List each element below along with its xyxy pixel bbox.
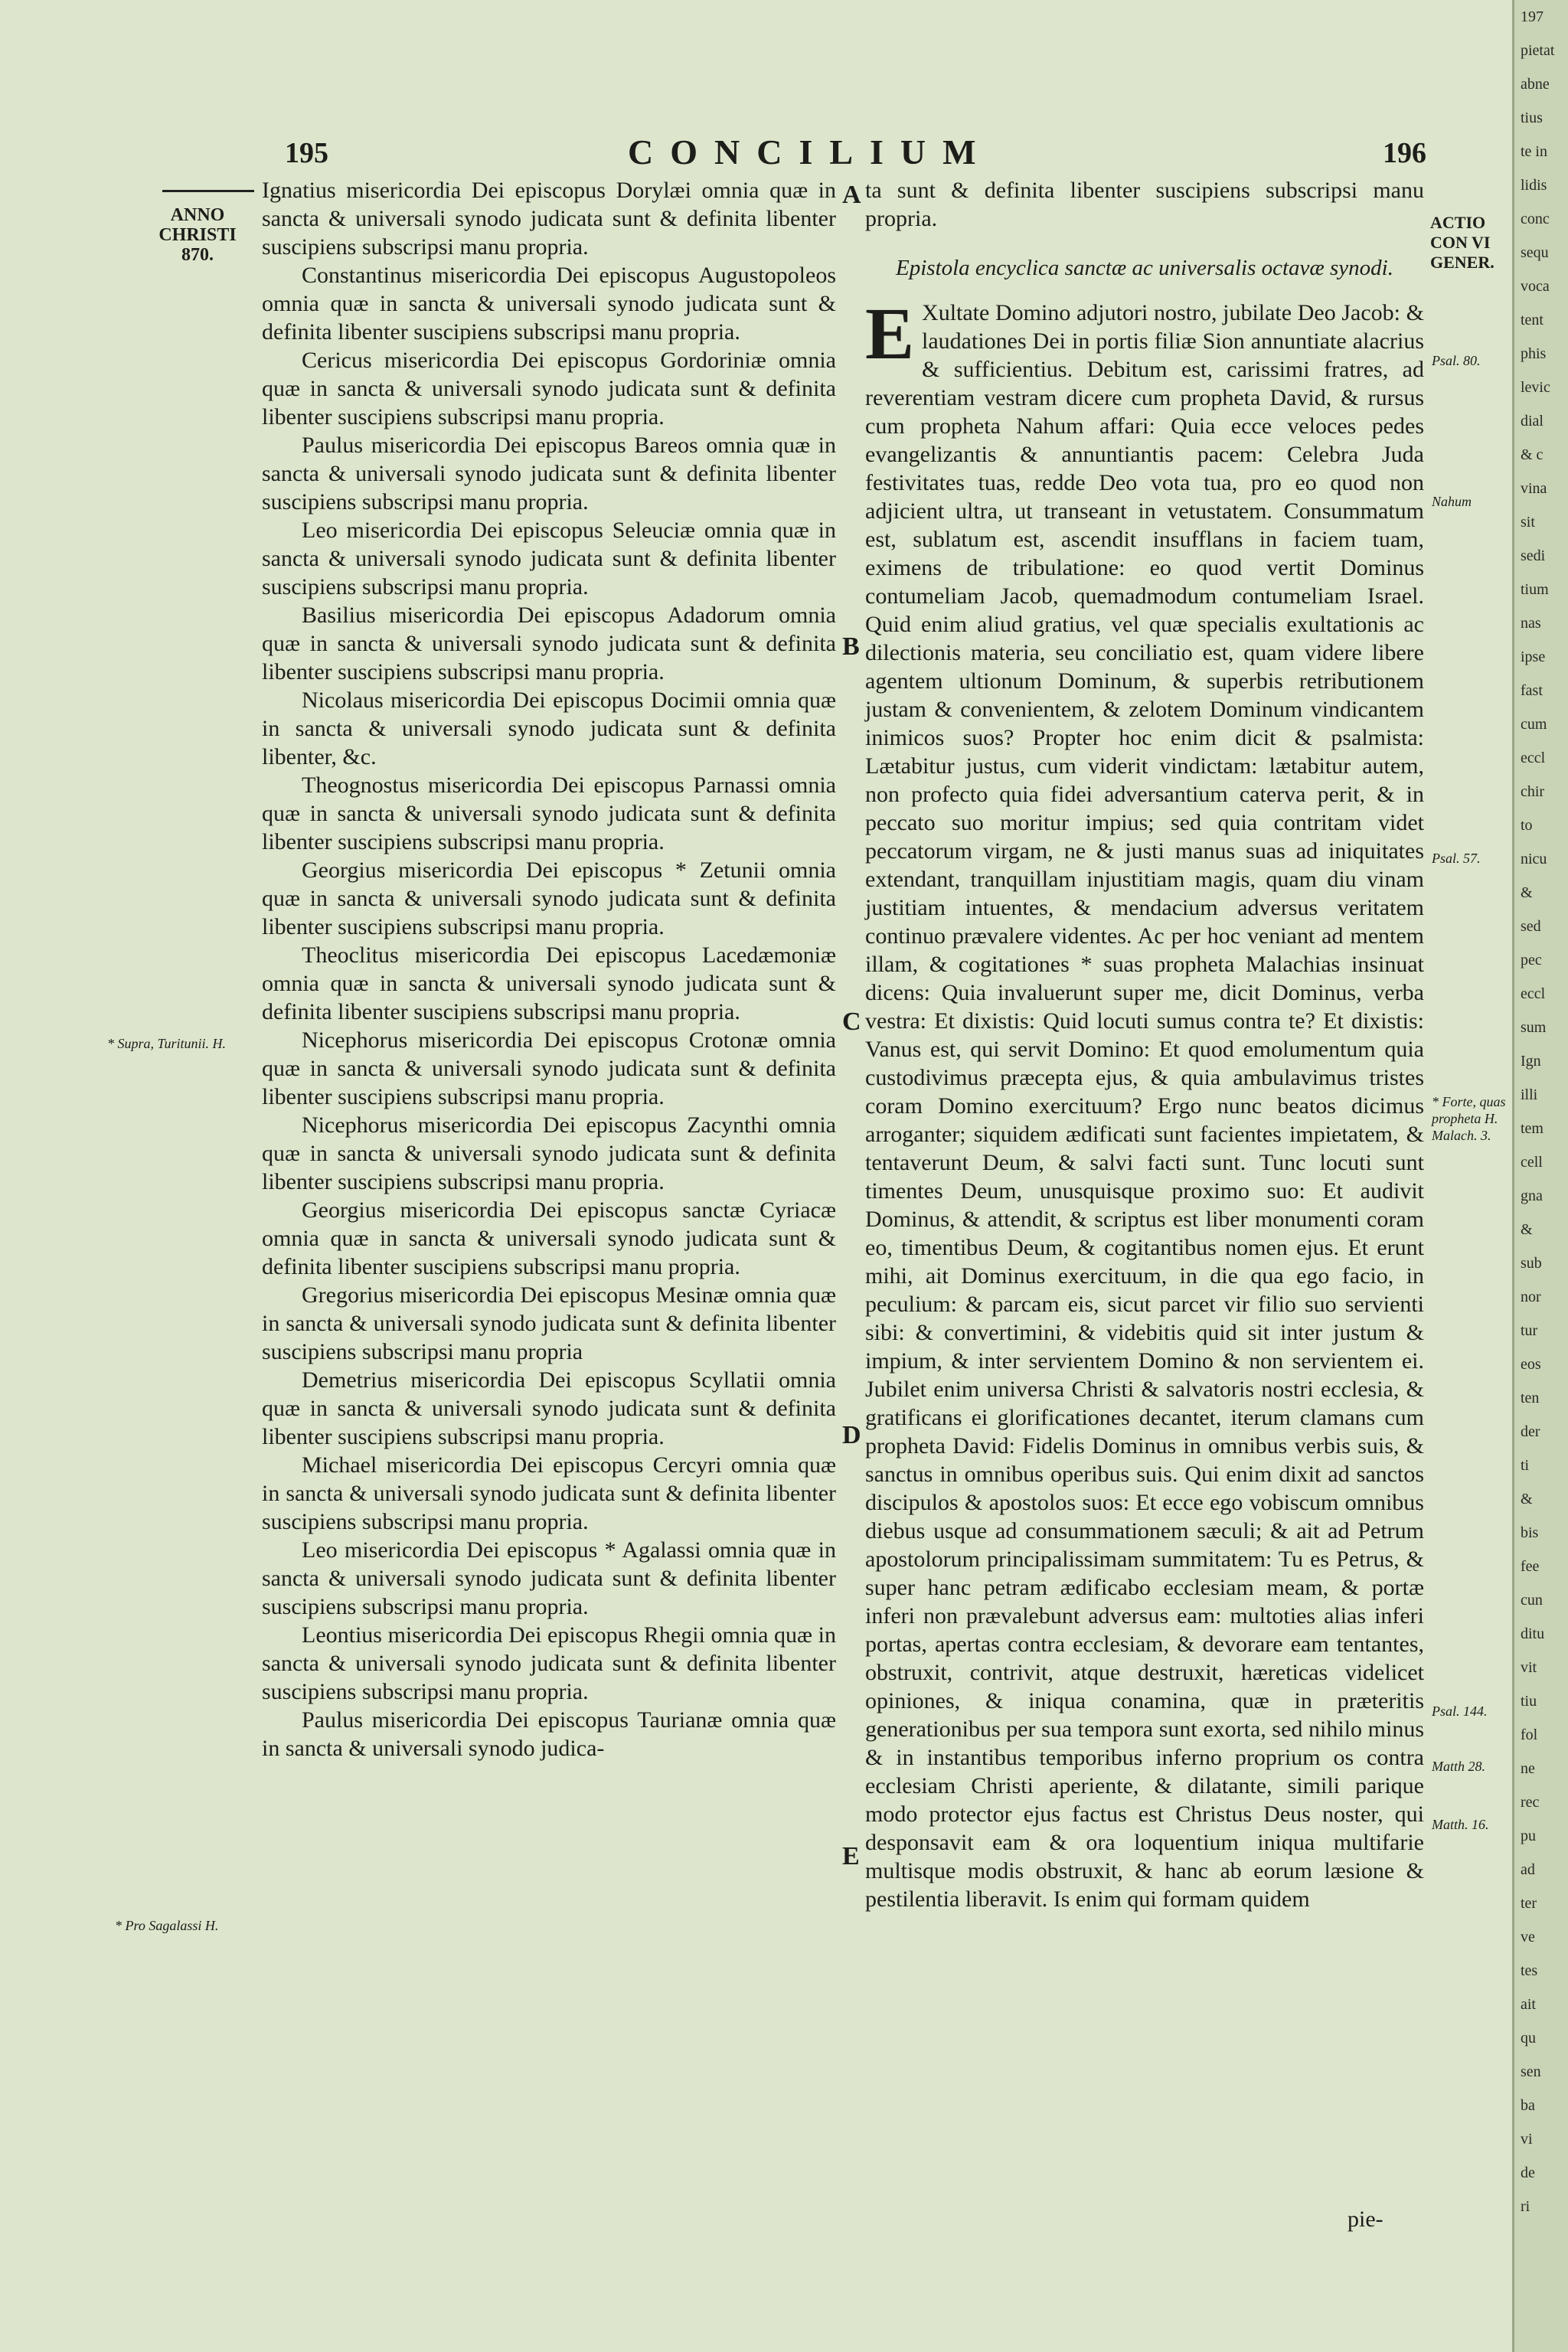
margin-note-pro: * Pro Sagalassi H. (115, 1918, 219, 1933)
facing-page-fragment: eccl (1521, 985, 1546, 1002)
facing-page-fragment: fol (1521, 1726, 1538, 1743)
subscription-entry: Georgius misericordia Dei episcopus * Zetunii omnia quæ in sancta & universali synodo judicata sunt & definita libenter suscipiens subscripsi manu propria. (262, 858, 836, 939)
subscription-entry: Leontius misericordia Dei episcopus Rhegii omnia quæ in sancta & universali synodo judicata sunt & definita libenter suscipiens subscripsi manu propria. (262, 1622, 836, 1704)
facing-page-fragment: pec (1521, 952, 1542, 969)
facing-page-fragment: cun (1521, 1592, 1543, 1609)
margin-note-psal-144: Psal. 144. (1432, 1704, 1488, 1719)
facing-page-fragment: & (1521, 884, 1533, 901)
subscription-entry: Theognostus misericordia Dei episcopus Parnassi omnia quæ in sancta & universali synodo judicata sunt & definita libenter suscipiens subscripsi manu propria. (262, 773, 836, 854)
facing-page-fragment: vi (1521, 2131, 1533, 2148)
facing-page-fragment: ditu (1521, 1625, 1545, 1642)
section-letter-e: E (842, 1842, 860, 1870)
facing-page-fragment: lidis (1521, 177, 1547, 194)
facing-page-fragment: nor (1521, 1289, 1541, 1305)
facing-page-fragment: te in (1521, 143, 1547, 160)
subscription-entry: Leo misericordia Dei episcopus Seleuciæ omnia quæ in sancta & universali synodo judicata sunt & definita libenter suscipiens subscripsi manu propria. (262, 518, 836, 599)
epistola-body (865, 292, 1424, 1913)
actio-label: ACTIO CON VI GENER. (1430, 213, 1494, 272)
facing-page-fragment: ter (1521, 1895, 1537, 1912)
facing-page-fragment: sen (1521, 2063, 1541, 2080)
running-title: CONCILIUM (628, 132, 993, 172)
section-letter-c: C (842, 1008, 861, 1036)
facing-page-fragment: eos (1521, 1356, 1541, 1373)
facing-page-fragment: levic (1521, 379, 1550, 396)
left-column (262, 176, 836, 1762)
margin-note-matth-28: Matth 28. (1432, 1759, 1485, 1774)
facing-page-fragment: illi (1521, 1086, 1538, 1103)
facing-page-fragment: to (1521, 817, 1533, 834)
facing-page-fragment: cell (1521, 1154, 1543, 1171)
margin-note-forte: * Forte, quas propheta H. Malach. 3. (1432, 1094, 1506, 1143)
facing-page-fragment: 197 (1521, 8, 1544, 25)
facing-page-fragment: ri (1521, 2198, 1530, 2215)
section-letter-d: D (842, 1421, 861, 1449)
subscription-entry: Nicolaus misericordia Dei episcopus Docimii omnia quæ in sancta & universali synodo judicata sunt & definita libenter, &c. (262, 688, 836, 769)
facing-page-fragment: chir (1521, 783, 1545, 800)
facing-page-fragment: ba (1521, 2097, 1535, 2114)
epistola-text: Xultate Domino adjutori nostro, jubilate Deo Jacob: & laudationes Dei in portis filiæ Sion annuntiate alacrius & sufficientius. Debitum est, carissimi fratres, ad reverentiam vestram dicere cum propheta David, & rursus cum propheta Nahum affari: Quia ecce veloces pedes evangelizantis & annuntiantis pacem: Celebra Juda festivitates tuas, redde Deo vota tua, pro eo quod non adjicient ultra, ut transeant in vetustatem. Consummatum est, sublatum est, ascendit insufflans in faciem tuam, eximens de tribulatione: eo quod vertit Dominus contumeliam Jacob, quemadmodum contumeliam Israel. Quid enim aliud gratius, vel quæ specialis exultationis ac dilectionis materia, seu conciliatio est, quam videre libere agentem ultionum Dominum, & superbis retributionem justam & convenientem, & zelotem Dominum vindicantem inimicos suos? Propter hoc enim dicit & psalmista: Lætabitur justus, cum viderit vindictam: lætabitur autem, non profecto quia fidei adversantium caterva perit, & in peccato suo moritur impius; sed quia contritam videt peccatorum virgam, ne & justi manus suas ad iniquitates extendant, tranquillam injustitiam magis, quam diu vinam justitiam intuentes, & mendacium adversus veritatem continuo prævalere videntes. Ac per hoc veniant ad mentem illam, & cogitationes * suas propheta Malachias insinuat dicens: Quia invaluerunt super me, dicit Dominus, verba vestra: Et dixistis: Quid locuti sumus contra te? Et dixistis: Vanus est, qui servit Domino: Et quod emolumentum quia custodivimus præcepta ejus, & quia ambulavimus tristes coram Domino exercituum? Ergo nunc beatos dicimus arroganter; siquidem ædificati sunt facientes impietatem, & tentaverunt Deum, & salvi facti sunt. Tunc locuti sunt timentes Deum, unusquisque proximo suo: Et audivit Dominus, & attendit, & scriptus est liber monumenti coram eo, timentibus Deum, & cogitantibus nomen ejus. Et erunt mihi, ait Dominus exercituum, in die qua ego facio, in peculium: & parcam eis, sicut parcet vir filio suo servienti sibi: & convertimini, & videbitis quid sit inter justum & impium, & inter servientem Domino & non servientem ei. Jubilet enim universa Christi & salvatoris nostri ecclesia, & gratificans ei glorificationes decantet, iterum clamans cum propheta David: Fidelis Dominus in omnibus verbis suis, & sanctus in omnibus operibus suis. Qui enim dixit ad sanctos discipulos & apostolos suos: Et ecce ego vobiscum omnibus diebus usque ad consummationem sæculi; & ait ad Petrum apostolorum principalissimam summitatem: Tu es Petrus, & super hanc petram ædificabo ecclesiam meam, & portæ inferi non prævalebunt adversus eam: multoties alias inferi portas, apertas contra ecclesiam, & devorare eam tentantes, obstruxit, contrivit, atque destruxit, hæreticas videlicet opiniones, & iniqua conamina, quæ in præteritis generationibus per sua tempora sunt exorta, sed nihilo minus & in instantibus temporibus inferno proprium os contra ecclesiam Christi aperiente, & dilatante, simili parique modo protector ejus factus est Christus Deus noster, qui desponsavit eam & ora loquentium iniqua multifarie multisque modis obstruxit, & hanc ab eorum læsione & pestilentia liberavit. Is enim qui formam quidem (865, 300, 1424, 1912)
facing-page-fragment: tium (1521, 581, 1549, 598)
facing-page-fragment: rec (1521, 1794, 1540, 1811)
facing-page-fragment: cum (1521, 716, 1547, 733)
catchword: pie- (1348, 2207, 1383, 2232)
subscription-entry: Nicephorus misericordia Dei episcopus Zacynthi omnia quæ in sancta & universali synodo judicata sunt & definita libenter suscipiens subscripsi manu propria. (262, 1112, 836, 1194)
anno-christi-label: ANNO CHRISTI 870. (158, 205, 237, 265)
section-letter-a: A (842, 181, 861, 209)
facing-page-fragment: sed (1521, 918, 1541, 935)
facing-page-fragment: tem (1521, 1120, 1544, 1137)
subscription-entry: Georgius misericordia Dei episcopus sanctæ Cyriacæ omnia quæ in sancta & universali synodo judicata sunt & definita libenter suscipiens subscripsi manu propria. (262, 1197, 836, 1279)
facing-page-fragment: phis (1521, 345, 1547, 362)
facing-page-fragment: abne (1521, 76, 1550, 93)
subscription-entry: Constantinus misericordia Dei episcopus Augustopoleos omnia quæ in sancta & universali synodo judicata sunt & definita libenter suscipiens subscripsi manu propria. (262, 263, 836, 345)
facing-page-fragment: sedi (1521, 547, 1546, 564)
header-rule (162, 190, 254, 192)
subscription-entry: Ignatius misericordia Dei episcopus Dorylæi omnia quæ in sancta & universali synodo judicata sunt & definita libenter suscipiens subscripsi manu propria. (262, 178, 836, 260)
facing-page-fragment: tent (1521, 312, 1544, 328)
facing-page-fragment: vina (1521, 480, 1547, 497)
facing-page-fragment: tur (1521, 1322, 1538, 1339)
subscription-entry: Basilius misericordia Dei episcopus Adadorum omnia quæ in sancta & universali synodo judicata sunt & definita libenter suscipiens subscripsi manu propria. (262, 603, 836, 684)
facing-page-fragment: tius (1521, 109, 1543, 126)
subscription-entry: Theoclitus misericordia Dei episcopus Lacedæmoniæ omnia quæ in sancta & universali synodo judicata sunt & definita libenter suscipiens subscripsi manu propria. (262, 942, 836, 1024)
facing-page-fragment: der (1521, 1423, 1540, 1440)
subscription-entry: Leo misericordia Dei episcopus * Agalassi omnia quæ in sancta & universali synodo judicata sunt & definita libenter suscipiens subscripsi manu propria. (262, 1537, 836, 1619)
margin-note-psal-80: Psal. 80. (1432, 353, 1481, 368)
subscription-entry: Michael misericordia Dei episcopus Cercyri omnia quæ in sancta & universali synodo judicata sunt & definita libenter suscipiens subscripsi manu propria. (262, 1452, 836, 1534)
subscription-entry: Demetrius misericordia Dei episcopus Scyllatii omnia quæ in sancta & universali synodo judicata sunt & definita libenter suscipiens subscripsi manu propria. (262, 1367, 836, 1449)
facing-page-fragment: bis (1521, 1524, 1539, 1541)
facing-page-fragment: tiu (1521, 1693, 1537, 1710)
facing-page-edge (1512, 0, 1568, 2352)
subscription-entry: Gregorius misericordia Dei episcopus Mesinæ omnia quæ in sancta & universali synodo judicata sunt & definita libenter suscipiens subscripsi manu propria (262, 1282, 836, 1364)
facing-page-fragment: ipse (1521, 648, 1546, 665)
page-number-left: 195 (285, 137, 328, 169)
facing-page-fragment: sub (1521, 1255, 1542, 1272)
facing-page-fragment: tes (1521, 1962, 1538, 1979)
margin-note-psal-57: Psal. 57. (1432, 851, 1481, 866)
subscription-entry: Paulus misericordia Dei episcopus Taurianæ omnia quæ in sancta & universali synodo judica- (262, 1707, 836, 1761)
facing-page-fragment: & (1521, 1491, 1533, 1508)
facing-page-fragment: pu (1521, 1828, 1536, 1844)
margin-note-nahum: Nahum (1432, 494, 1472, 509)
section-letter-b: B (842, 632, 860, 661)
page-number-right: 196 (1383, 137, 1426, 169)
facing-page-fragment: ne (1521, 1760, 1535, 1777)
facing-page-fragment: de (1521, 2164, 1535, 2181)
subscription-entry: Nicephorus misericordia Dei episcopus Crotonæ omnia quæ in sancta & universali synodo judicata sunt & definita libenter suscipiens subscripsi manu propria. (262, 1027, 836, 1109)
epistola-heading: Epistola encyclica sanctæ ac universalis octavæ synodi. (896, 256, 1393, 280)
facing-page-fragment: conc (1521, 211, 1550, 227)
facing-page-fragment: sequ (1521, 244, 1549, 261)
continuation-text: ta sunt & definita libenter suscipiens subscripsi manu propria. (865, 178, 1424, 231)
facing-page-fragment: ve (1521, 1929, 1535, 1945)
facing-page-fragment: ten (1521, 1390, 1540, 1406)
facing-page-fragment: pietat (1521, 42, 1555, 59)
margin-note-supra: * Supra, Turitunii. H. (107, 1036, 227, 1051)
facing-page-fragment: nas (1521, 615, 1541, 632)
facing-page-fragment: qu (1521, 2030, 1536, 2047)
facing-page-fragment: & c (1521, 446, 1544, 463)
facing-page-fragments (1514, 0, 1568, 2223)
right-column (865, 176, 1424, 1913)
margin-note-matth-16: Matth. 16. (1432, 1817, 1489, 1832)
facing-page-fragment: vit (1521, 1659, 1537, 1676)
facing-page-fragment: & (1521, 1221, 1533, 1238)
facing-page-fragment: dial (1521, 413, 1544, 430)
subscription-entry: Cericus misericordia Dei episcopus Gordoriniæ omnia quæ in sancta & universali synodo judicata sunt & definita libenter suscipiens subscripsi manu propria. (262, 348, 836, 430)
facing-page-fragment: fee (1521, 1558, 1540, 1575)
facing-page-fragment: sit (1521, 514, 1535, 531)
facing-page-fragment: voca (1521, 278, 1550, 295)
drop-cap: E (865, 292, 915, 374)
facing-page-fragment: ait (1521, 1996, 1536, 2013)
facing-page-fragment: ad (1521, 1861, 1535, 1878)
facing-page-fragment: fast (1521, 682, 1543, 699)
facing-page-fragment: nicu (1521, 851, 1547, 867)
subscription-entry: Paulus misericordia Dei episcopus Bareos omnia quæ in sancta & universali synodo judicata sunt & definita libenter suscipiens subscripsi manu propria. (262, 433, 836, 514)
facing-page-fragment: gna (1521, 1187, 1543, 1204)
facing-page-fragment: sum (1521, 1019, 1547, 1036)
facing-page-fragment: Ign (1521, 1053, 1541, 1070)
facing-page-fragment: ti (1521, 1457, 1530, 1474)
facing-page-fragment: eccl (1521, 750, 1546, 766)
